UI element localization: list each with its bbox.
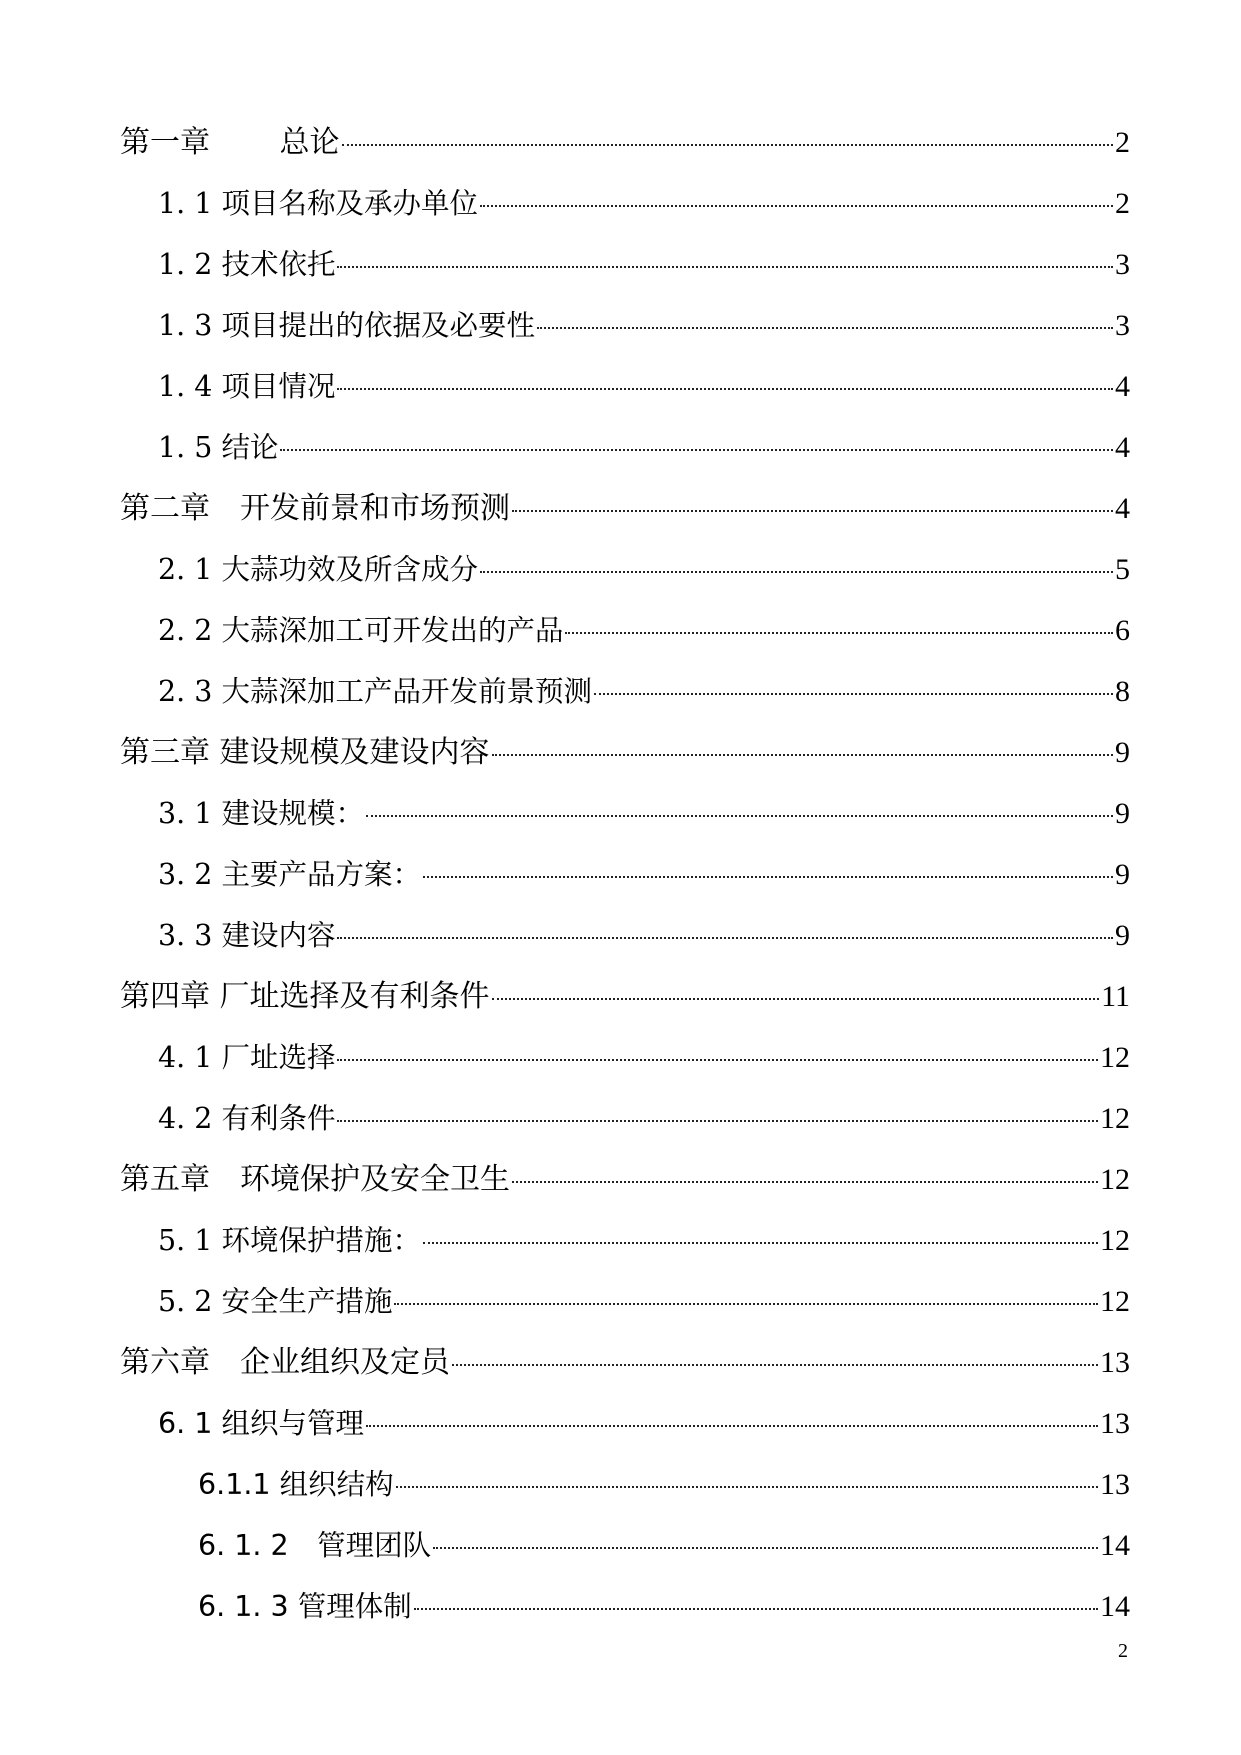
toc-entry-page: 4 (1115, 492, 1130, 525)
toc-leader-dots (280, 449, 1113, 451)
toc-entry-page: 8 (1115, 675, 1130, 708)
toc-entry-title: 1. 3 项目提出的依据及必要性 (158, 309, 535, 342)
toc-leader-dots (537, 327, 1113, 329)
toc-entry-title: 2. 2 大蒜深加工可开发出的产品 (158, 614, 564, 647)
toc-leader-dots (594, 693, 1113, 695)
toc-entry[interactable] (120, 295, 1130, 356)
toc-entry-title: 1. 2 技术依托 (158, 248, 336, 281)
toc-entry[interactable] (120, 112, 1130, 173)
toc-entry-page: 11 (1101, 980, 1130, 1013)
toc-entry[interactable] (120, 1210, 1130, 1271)
toc-entry[interactable] (120, 966, 1130, 1027)
toc-entry[interactable] (120, 1393, 1130, 1454)
toc-leader-dots (337, 388, 1113, 390)
toc-entry[interactable] (120, 905, 1130, 966)
toc-entry[interactable] (120, 1088, 1130, 1149)
toc-leader-dots (565, 632, 1113, 634)
toc-entry[interactable] (120, 234, 1130, 295)
toc-leader-dots (480, 571, 1113, 573)
toc-entry-title: 1. 1 项目名称及承办单位 (158, 187, 478, 220)
toc-entry-page: 13 (1100, 1468, 1130, 1501)
toc-leader-dots (337, 937, 1113, 939)
toc-entry[interactable] (120, 356, 1130, 417)
toc-entry-page: 4 (1115, 431, 1130, 464)
toc-leader-dots (452, 1364, 1098, 1366)
toc-entry-title: 6. 1. 2 管理团队 (198, 1529, 432, 1562)
toc-leader-dots (394, 1303, 1098, 1305)
toc-leader-dots (366, 1425, 1098, 1427)
toc-entry-title: 第一章 总论 (120, 125, 340, 160)
toc-entry[interactable] (120, 600, 1130, 661)
toc-entry-page: 13 (1100, 1407, 1130, 1440)
toc-entry-page: 12 (1100, 1041, 1130, 1074)
toc-entry-title: 6. 1 组织与管理 (158, 1407, 364, 1440)
toc-leader-dots (492, 754, 1113, 756)
toc-entry[interactable] (120, 1515, 1130, 1576)
toc-leader-dots (366, 815, 1113, 817)
toc-leader-dots (492, 998, 1100, 1000)
toc-entry[interactable] (120, 783, 1130, 844)
toc-entry-title: 第二章 开发前景和市场预测 (120, 491, 510, 526)
toc-entry-title: 3. 3 建设内容 (158, 919, 336, 952)
toc-entry-page: 12 (1100, 1285, 1130, 1318)
toc-leader-dots (337, 266, 1113, 268)
toc-entry-title: 第三章 建设规模及建设内容 (120, 735, 490, 770)
toc-leader-dots (337, 1120, 1098, 1122)
toc-leader-dots (512, 1181, 1098, 1183)
toc-leader-dots (396, 1486, 1098, 1488)
toc-entry[interactable] (120, 1149, 1130, 1210)
toc-entry-title: 5. 2 安全生产措施 (158, 1285, 393, 1318)
toc-leader-dots (433, 1547, 1098, 1549)
table-of-contents (120, 112, 1130, 1637)
toc-entry-page: 12 (1100, 1224, 1130, 1257)
toc-leader-dots (414, 1608, 1098, 1610)
toc-entry[interactable] (120, 1454, 1130, 1515)
toc-entry-title: 6. 1. 3 管理体制 (198, 1590, 412, 1623)
toc-entry-title: 第五章 环境保护及安全卫生 (120, 1162, 510, 1197)
toc-entry-page: 12 (1100, 1102, 1130, 1135)
toc-entry[interactable] (120, 1332, 1130, 1393)
toc-entry-page: 2 (1115, 126, 1130, 159)
page-number: 2 (1118, 1640, 1128, 1662)
toc-leader-dots (512, 510, 1113, 512)
toc-entry[interactable] (120, 844, 1130, 905)
toc-entry-title: 1. 4 项目情况 (158, 370, 336, 403)
toc-entry-page: 13 (1100, 1346, 1130, 1379)
toc-entry[interactable] (120, 1027, 1130, 1088)
toc-entry-title: 1. 5 结论 (158, 431, 279, 464)
toc-entry-page: 5 (1115, 553, 1130, 586)
toc-leader-dots (337, 1059, 1098, 1061)
toc-entry[interactable] (120, 1576, 1130, 1637)
toc-entry-page: 6 (1115, 614, 1130, 647)
toc-entry[interactable] (120, 661, 1130, 722)
toc-entry-page: 9 (1115, 797, 1130, 830)
toc-entry-title: 第四章 厂址选择及有利条件 (120, 979, 490, 1014)
toc-leader-dots (342, 144, 1113, 146)
toc-entry[interactable] (120, 1271, 1130, 1332)
toc-entry-title: 3. 2 主要产品方案： (158, 858, 421, 891)
toc-entry-page: 9 (1115, 736, 1130, 769)
toc-entry[interactable] (120, 722, 1130, 783)
toc-entry[interactable] (120, 478, 1130, 539)
toc-entry-title: 5. 1 环境保护措施： (158, 1224, 421, 1257)
toc-leader-dots (423, 1242, 1098, 1244)
toc-entry-page: 9 (1115, 919, 1130, 952)
toc-entry[interactable] (120, 173, 1130, 234)
toc-entry-title: 第六章 企业组织及定员 (120, 1345, 450, 1380)
toc-entry-title: 6.1.1 组织结构 (198, 1468, 394, 1501)
toc-entry-page: 2 (1115, 187, 1130, 220)
toc-entry-page: 14 (1100, 1590, 1130, 1623)
toc-leader-dots (423, 876, 1113, 878)
toc-entry-title: 4. 2 有利条件 (158, 1102, 336, 1135)
toc-entry-title: 2. 1 大蒜功效及所含成分 (158, 553, 478, 586)
toc-leader-dots (480, 205, 1113, 207)
toc-entry-title: 3. 1 建设规模： (158, 797, 364, 830)
toc-entry[interactable] (120, 417, 1130, 478)
toc-entry-page: 3 (1115, 248, 1130, 281)
toc-entry-page: 3 (1115, 309, 1130, 342)
toc-entry-page: 14 (1100, 1529, 1130, 1562)
toc-entry-title: 4. 1 厂址选择 (158, 1041, 336, 1074)
toc-entry-title: 2. 3 大蒜深加工产品开发前景预测 (158, 675, 592, 708)
toc-entry-page: 4 (1115, 370, 1130, 403)
toc-entry[interactable] (120, 539, 1130, 600)
toc-entry-page: 9 (1115, 858, 1130, 891)
toc-entry-page: 12 (1100, 1163, 1130, 1196)
